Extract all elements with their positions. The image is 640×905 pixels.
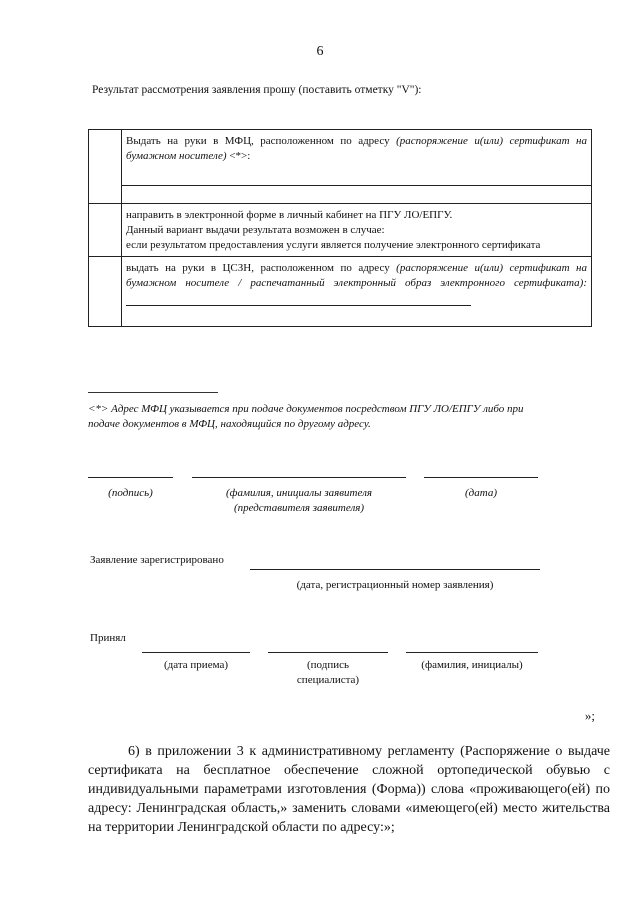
registration-line[interactable] [250, 569, 540, 570]
specialist-name-caption: (фамилия, инициалы) [421, 659, 523, 671]
option-mfc-row [89, 130, 592, 186]
footnote: <*> Адрес МФЦ указывается при подаче документов посредством ПГУ ЛО/ЕПГУ либо при подаче документов в МФЦ, находящийся по другому адресу. [88, 403, 524, 430]
accept-date-line[interactable] [142, 652, 250, 653]
footnote-divider [88, 392, 218, 393]
registration-caption: (дата, регистрационный номер заявления) [296, 579, 494, 591]
option-electronic-row [89, 204, 592, 257]
registered-label: Заявление зарегистрировано [90, 554, 224, 566]
date-caption: (дата) [465, 487, 497, 499]
option-electronic-checkbox[interactable] [89, 204, 122, 257]
signature-line[interactable] [88, 477, 173, 478]
intro-text: Результат рассмотрения заявления прошу (поставить отметку "V"): [92, 84, 422, 96]
accept-date-caption: (дата приема) [163, 659, 229, 671]
signature-caption: (подпись) [108, 487, 153, 499]
option-mfc-checkbox[interactable] [89, 130, 122, 204]
closing-quote: »; [584, 708, 595, 723]
option-cszn-row [89, 257, 592, 327]
specialist-name-line[interactable] [406, 652, 538, 653]
option-cszn-checkbox[interactable] [89, 257, 122, 327]
accepted-label: Принял [90, 632, 126, 644]
result-options-table [88, 129, 592, 327]
option-mfc-blank-row [89, 186, 592, 204]
specialist-sign-line[interactable] [268, 652, 388, 653]
option-mfc-text: Выдать на руки в МФЦ, расположенном по адресу (распоряжение и(или) сертификат на бумажном носителе) <*>: [122, 130, 592, 186]
amendment-paragraph: 6) в приложении 3 к административному регламенту (Распоряжение о выдаче сертификата на бесплатное обеспечение сложной ортопедической обувью с индивидуальными параметрами изготовления (Форма)) слова «проживающего(ей) по адресу: Ленинградская область,» заменить словами «имеющего(ей) место жительства на территории Ленинградской области по адресу:»; [88, 744, 610, 835]
specialist-sign-caption: (подпись специалиста) [296, 659, 360, 686]
cszn-address-line[interactable] [126, 294, 471, 306]
date-line[interactable] [424, 477, 538, 478]
applicant-name-line[interactable] [192, 477, 406, 478]
page-number: 6 [316, 44, 324, 59]
option-mfc-address-field[interactable] [122, 186, 592, 204]
applicant-name-caption: (фамилия, инициалы заявителя (представителя заявителя) [226, 487, 372, 514]
option-electronic-text: направить в электронной форме в личный кабинет на ПГУ ЛО/ЕПГУ. Данный вариант выдачи результата возможен в случае: если результатом предоставления услуги является получение электронного сертификата [122, 204, 592, 257]
option-cszn-text: выдать на руки в ЦСЗН, расположенном по адресу (распоряжение и(или) сертификат на бумажном носителе / распечатанный электронный образ электронного сертификата): [122, 257, 592, 327]
